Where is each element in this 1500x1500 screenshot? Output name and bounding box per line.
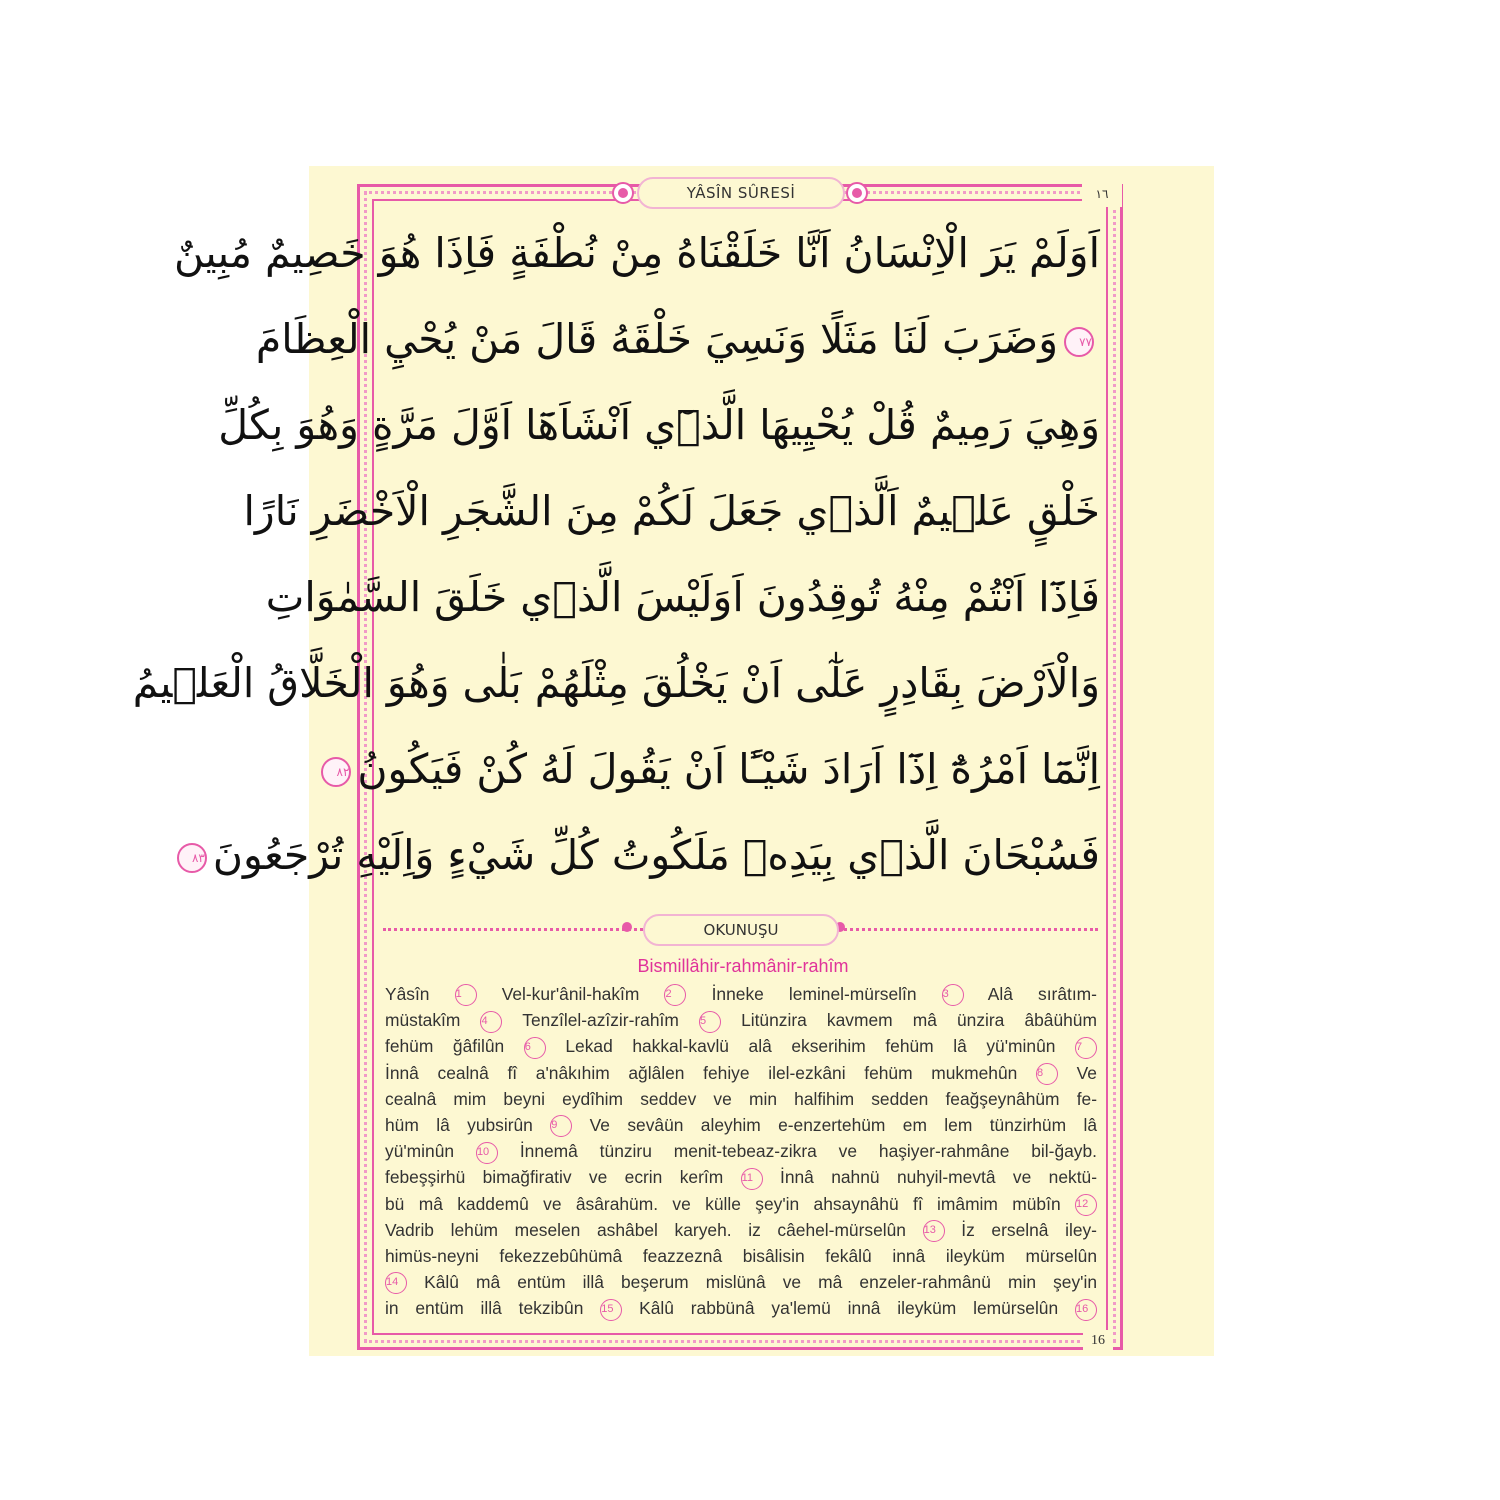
verse-number: ٧٧ xyxy=(1064,327,1094,357)
translit-line xyxy=(385,1033,1097,1059)
verse-number: 12 xyxy=(1075,1194,1097,1216)
arabic-line: اِنَّمَٓا اَمْرُهُٓ اِذَٓا اَرَادَ شَيْـًٔا اَنْ يَقُولَ لَهُ كُنْ فَيَكُونُ٨٢ xyxy=(380,726,1100,812)
translit-text: Ve sevâün aleyhim e-enzertehüm em lem tünzirhüm lâ xyxy=(589,1114,1097,1135)
verse-number: ٨٢ xyxy=(321,757,351,787)
translit-text: himüs-neyni fekezzebûhümâ feazzeznâ bisâlisin fekâlû innâ ileyküm mürselûn xyxy=(385,1245,1097,1266)
translit-text: İnnemâ tünziru menit-tebeaz-zikra ve haşiyer-rahmâne bil-ğayb. xyxy=(519,1141,1097,1162)
arabic-line: اَوَلَمْ يَرَ الْاِنْسَانُ اَنَّا خَلَقْنَاهُ مِنْ نُطْفَةٍ فَاِذَا هُوَ خَصِيمٌ مُبِينٌ xyxy=(174,229,1100,277)
translit-text: Litünzira kavmem mâ ünzira âbâühüm xyxy=(741,1010,1097,1031)
verse-number: 8 xyxy=(1036,1063,1058,1085)
verse-number: 13 xyxy=(923,1220,945,1242)
translit-text: Yâsîn xyxy=(385,984,430,1004)
translit-line xyxy=(385,1295,1097,1321)
verse-number: 9 xyxy=(550,1115,572,1137)
translit-line xyxy=(385,1007,1097,1033)
verse-number: ٨٣ xyxy=(177,843,207,873)
arabic-line: وَهِيَ رَمِيمٌ قُلْ يُحْيِيهَا الَّذ۪ٓي اَنْشَاَهَٓا اَوَّلَ مَرَّةٍ وَهُوَ بِكُلِّ xyxy=(218,401,1100,449)
translit-line xyxy=(385,1138,1097,1164)
verse-number: 16 xyxy=(1075,1299,1097,1321)
page-number-arabic: ١٦ xyxy=(1082,181,1122,207)
verse-number: 6 xyxy=(524,1037,546,1059)
verse-number: 3 xyxy=(942,984,964,1006)
transliteration xyxy=(385,981,1097,1321)
verse-number: 7 xyxy=(1075,1037,1097,1059)
arabic-line: فَسُبْحَانَ الَّذ۪ي بِيَدِه۪ مَلَكُوتُ كُلِّ شَيْءٍ وَاِلَيْهِ تُرْجَعُونَ٨٣ xyxy=(380,812,1100,898)
verse-number: 15 xyxy=(600,1299,622,1321)
translit-text: Lekad hakkal-kavlü alâ ekserihim fehüm lâ yü'minûn xyxy=(565,1036,1056,1057)
translit-text: cealnâ mim beyni eydîhim seddev ve min halfihim sedden feağşeynâhüm fe- xyxy=(385,1088,1097,1109)
arabic-line: فَاِذَٓا اَنْتُمْ مِنْهُ تُوقِدُونَ اَوَلَيْسَ الَّذ۪ي خَلَقَ السَّمٰوَاتِ xyxy=(265,573,1100,621)
arabic-line: وَالْاَرْضَ بِقَادِرٍ عَلٰٓى اَنْ يَخْلُقَ مِثْلَهُمْ بَلٰى وَهُوَ الْخَلَّاقُ الْعَل۪يمُ xyxy=(132,659,1100,707)
translit-text: Vadrib lehüm meselen ashâbel karyeh. iz câehel-mürselûn xyxy=(385,1219,906,1240)
translit-text: İz erselnâ iley- xyxy=(961,1219,1097,1240)
translit-line xyxy=(385,1086,1097,1112)
translit-text: müstakîm xyxy=(385,1010,461,1031)
arabic-line: ٧٧وَضَرَبَ لَنَا مَثَلًا وَنَسِيَ خَلْقَهُ قَالَ مَنْ يُحْيِ الْعِظَامَ xyxy=(255,315,1092,363)
verse-number: 11 xyxy=(741,1168,763,1190)
translit-text: Tenzîlel-azîzir-rahîm xyxy=(522,1010,679,1031)
verse-number: 4 xyxy=(480,1011,502,1033)
translit-text: hüm lâ yubsirûn xyxy=(385,1114,533,1135)
translit-line xyxy=(385,1060,1097,1086)
page-number: 16 xyxy=(1083,1330,1113,1352)
translit-line xyxy=(385,1269,1097,1295)
ornament-icon xyxy=(846,182,868,204)
verse-number: 10 xyxy=(476,1142,498,1164)
translit-text: Ve xyxy=(1076,1062,1097,1083)
translit-line xyxy=(385,1164,1097,1190)
translit-line xyxy=(385,981,1097,1007)
translit-line xyxy=(385,1217,1097,1243)
sura-title: YÂSÎN SÛRESİ xyxy=(637,177,845,209)
arabic-line: خَلْقٍ عَل۪يمٌ اَلَّذ۪ي جَعَلَ لَكُمْ مِنَ الشَّجَرِ الْاَخْضَرِ نَارًا xyxy=(243,487,1100,535)
verse-number: 2 xyxy=(664,984,686,1006)
translit-line xyxy=(385,1243,1097,1269)
translit-text: Kâlû mâ entüm illâ beşerum mislünâ ve mâ enzeler-rahmânü min şey'in xyxy=(424,1272,1097,1293)
okunusu-title: OKUNUŞU xyxy=(643,914,839,946)
translit-text: Vel-kur'ânil-hakîm xyxy=(501,984,640,1004)
verse-number: 14 xyxy=(385,1272,407,1294)
translit-text: İnneke leminel-mürselîn xyxy=(711,984,917,1004)
translit-line xyxy=(385,1112,1097,1138)
translit-text: Alâ sırâtım- xyxy=(987,984,1097,1004)
translit-text: febeşşirhü bimağfirativ ve ecrin kerîm xyxy=(385,1167,724,1188)
translit-text: İnnâ nahnü nuhyil-mevtâ ve nektü- xyxy=(779,1167,1097,1188)
translit-text: İnnâ cealnâ fî a'nâkıhim ağlâlen fehiye ilel-ezkâni fehüm mukmehûn xyxy=(385,1062,1018,1083)
translit-text: in entüm illâ tekzibûn xyxy=(385,1298,584,1319)
arabic-text xyxy=(132,210,1100,898)
translit-text: fehüm ğâfilûn xyxy=(385,1036,505,1057)
translit-text: bü mâ kaddemû ve âsârahüm. ve külle şey'in ahsaynâhü fî imâmim mübîn xyxy=(385,1193,1061,1214)
translit-text: Kâlû rabbünâ ya'lemü innâ ileyküm lemürselûn xyxy=(639,1298,1059,1319)
verse-number: 5 xyxy=(699,1011,721,1033)
translit-text: yü'minûn xyxy=(385,1141,455,1162)
bismillah: Bismillâhir-rahmânir-rahîm xyxy=(637,956,849,976)
translit-line xyxy=(385,1191,1097,1217)
verse-number: 1 xyxy=(455,984,477,1006)
ornament-icon xyxy=(612,182,634,204)
